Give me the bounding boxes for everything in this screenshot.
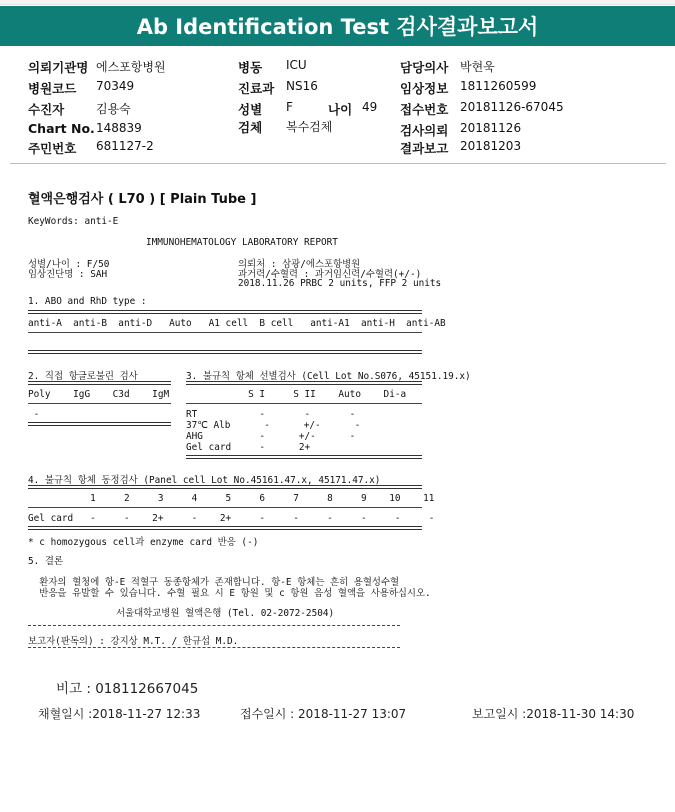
header-age-value: 49: [362, 100, 378, 114]
header-sex-value: F: [286, 100, 293, 114]
diagnosis: 임상진단명 : SAH: [28, 269, 108, 280]
header-sex: 성별: [238, 102, 263, 117]
report-time: 보고일시 :2018-11-30 14:30: [472, 707, 635, 721]
dat-title: 2. 직접 항글로불린 검사: [28, 371, 138, 382]
header-resident-no: 주민번호: [28, 141, 77, 156]
page-title: Ab Identification Test 검사결과보고서: [0, 6, 675, 46]
abo-rule-bottom: [28, 350, 422, 354]
screen-rule-bottom: [186, 455, 422, 459]
header-doctor: 담당의사: [400, 60, 449, 75]
header-divider: [10, 163, 666, 164]
report-section-title: 혈액은행검사 ( L70 ) [ Plain Tube ]: [28, 192, 257, 207]
header-request-date-value: 20181126: [460, 121, 522, 135]
institution: 서울대학교병원 혈액은행 (Tel. 02-2072-2504): [116, 608, 335, 619]
header-specimen-value: 복수검체: [286, 120, 333, 134]
panel-title: 4. 불규칙 항체 동정검사 (Panel cell Lot No.45161.47.x, 45171.47.x): [28, 475, 381, 486]
header-clinical-info: 임상정보: [400, 81, 449, 96]
header-org: 의뢰기관명: [28, 60, 89, 75]
reporter: 보고자(판독의) : 강지상 M.T. / 한규섭 M.D.: [28, 636, 239, 647]
report-heading: IMMUNOHEMATOLOGY LABORATORY REPORT: [146, 237, 338, 248]
dat-rule-bottom: [28, 422, 171, 426]
panel-rule-bottom: [28, 526, 422, 530]
dat-rule-mid: [28, 403, 171, 404]
conclusion-title: 5. 결론: [28, 556, 64, 567]
note: 비고 : 018112667045: [56, 681, 199, 697]
panel-numbers: 1 2 3 4 5 6 7 8 9 10 11: [28, 493, 435, 504]
dat-headers: Poly IgG C3d IgM: [28, 389, 170, 400]
header-doctor-value: 박현욱: [460, 60, 495, 74]
header-department-value: NS16: [286, 79, 318, 93]
header-report-date-value: 20181203: [460, 139, 522, 153]
top-strip: [0, 0, 675, 5]
header-receipt-no: 접수번호: [400, 102, 449, 117]
header-chart-no: Chart No.: [28, 121, 95, 136]
panel-rule-mid: [28, 507, 422, 508]
header-ward: 병동: [238, 60, 263, 75]
receipt-time: 접수일시 : 2018-11-27 13:07: [240, 707, 407, 721]
header-age: 나이: [328, 102, 353, 117]
screen-rule-top: [186, 381, 422, 385]
transfusion: 2018.11.26 PRBC 2 units, FFP 2 units: [238, 278, 442, 289]
sex-age: 성별/나이 : F/50: [28, 259, 110, 270]
header-receipt-no-value: 20181126-67045: [460, 100, 564, 114]
screen-row-ahg: AHG - +/- -: [186, 431, 356, 442]
header-patient: 수진자: [28, 102, 65, 117]
reporter-rule-bottom: [28, 647, 400, 648]
dat-values: -: [28, 409, 40, 420]
panel-gel-card: Gel card - - 2+ - 2+ - - - - - -: [28, 513, 435, 524]
referral: 의뢰처 : 삼광/에스포항병원: [238, 259, 361, 270]
header-report-date: 결과보고: [400, 141, 449, 156]
abo-rule-mid: [28, 332, 422, 333]
dat-rule-top: [28, 381, 171, 385]
screen-row-gel: Gel card - 2+: [186, 442, 311, 453]
header-patient-value: 김용숙: [96, 102, 131, 116]
screen-row-rt: RT - - -: [186, 409, 356, 420]
header-chart-no-value: 148839: [96, 121, 142, 135]
collection-time: 채혈일시 :2018-11-27 12:33: [38, 707, 201, 721]
header-clinical-info-value: 1811260599: [460, 79, 537, 93]
abo-title: 1. ABO and RhD type :: [28, 296, 147, 307]
header-org-value: 에스포항병원: [96, 60, 166, 74]
header-request-date: 검사의뢰: [400, 123, 449, 138]
header-resident-no-value: 681127-2: [96, 139, 154, 153]
screen-title: 3. 불규칙 항체 선별검사 (Cell Lot No.S076, 45151.19.x): [186, 371, 471, 382]
header-hospital-code-value: 70349: [96, 79, 135, 93]
conclusion-line-1: 환자의 혈청에 항-E 적혈구 동종항체가 존재합니다. 항-E 항체는 흔히 용혈성수혈: [28, 577, 400, 588]
keywords: KeyWords: anti-E: [28, 216, 119, 227]
panel-rule-top: [28, 485, 422, 489]
header-hospital-code: 병원코드: [28, 81, 77, 96]
header-ward-value: ICU: [286, 58, 307, 72]
header-department: 진료과: [238, 81, 275, 96]
abo-rule-top: [28, 310, 422, 314]
screen-row-37: 37℃ Alb - +/- -: [186, 420, 361, 431]
conclusion-line-2: 반응을 유발할 수 있습니다. 수혈 필요 시 E 항원 및 c 항원 음성 혈액을 사용하십시오.: [28, 588, 431, 599]
header-specimen: 검체: [238, 120, 263, 135]
reporter-rule-top: [28, 625, 400, 626]
screen-rule-mid: [186, 403, 422, 404]
history: 과거력/수혈력 : 과거임신력/수혈력(+/-): [238, 269, 422, 280]
panel-note: * c homozygous cell과 enzyme card 반응 (-): [28, 537, 259, 548]
abo-headers: anti-A anti-B anti-D Auto A1 cell B cell anti-A1 anti-H anti-AB: [28, 318, 446, 329]
screen-headers: S I S II Auto Di-a: [186, 389, 407, 400]
